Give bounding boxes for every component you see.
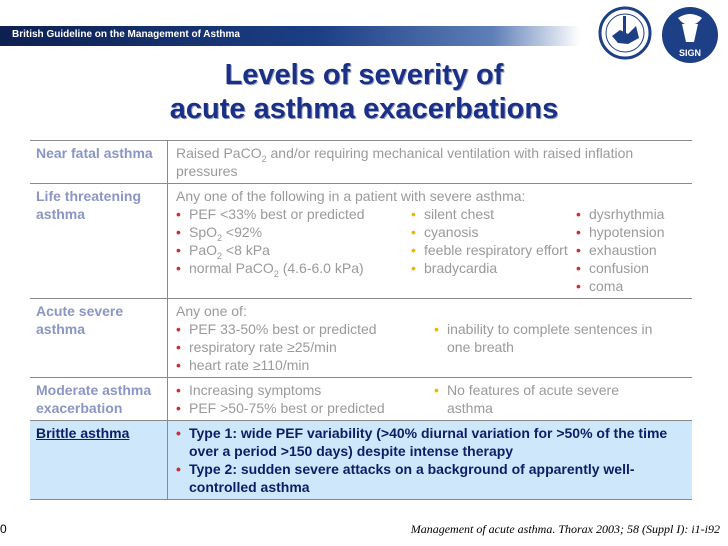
banner-text: British Guideline on the Management of Asthma bbox=[12, 29, 240, 40]
desc-acute-severe bbox=[168, 299, 693, 378]
moderate-col-2 bbox=[434, 381, 664, 417]
page-title bbox=[0, 58, 728, 126]
severity-table bbox=[30, 140, 692, 500]
sign-logo-icon bbox=[660, 6, 720, 64]
moderate-columns bbox=[176, 381, 686, 417]
list-item: • confusion bbox=[576, 259, 686, 277]
brittle-list bbox=[176, 424, 686, 496]
label-life-threatening: Life threatening asthma bbox=[30, 184, 168, 299]
header-bar bbox=[0, 0, 728, 58]
list-item: • PaO$_2$ <8 kPa bbox=[176, 241, 411, 259]
list-item: • feeble respiratory effort bbox=[411, 241, 576, 259]
row-brittle bbox=[30, 421, 692, 500]
near-fatal-sub: 2 bbox=[261, 153, 267, 164]
list-item: • Type 2: sudden severe attacks on a background of apparently well-controlled asthma bbox=[176, 460, 686, 496]
row-near-fatal bbox=[30, 141, 692, 184]
list-item: • heart rate ≥110/min bbox=[176, 356, 434, 374]
list-item: • No features of acute severe asthma bbox=[434, 381, 664, 417]
sign-logo-text: SIGN bbox=[678, 48, 702, 58]
list-item: • PEF <33% best or predicted bbox=[176, 205, 411, 223]
label-brittle: Brittle asthma bbox=[30, 421, 168, 500]
title-line-1: Levels of severity of bbox=[224, 59, 504, 91]
row-moderate bbox=[30, 378, 692, 421]
list-item: • PEF >50-75% best or predicted bbox=[176, 399, 434, 417]
near-fatal-text-b: and/or requiring mechanical ventilation with raised inflation pressures bbox=[176, 145, 634, 179]
list-item: • silent chest bbox=[411, 205, 576, 223]
acute-intro: Any one of: bbox=[176, 303, 247, 319]
list-item: • SpO$_2$ <92% bbox=[176, 223, 411, 241]
list-item: • dysrhythmia bbox=[576, 205, 686, 223]
moderate-col-1 bbox=[176, 381, 434, 417]
acute-col-1 bbox=[176, 320, 434, 374]
list-item: • Type 1: wide PEF variability (>40% diurnal variation for >50% of the time over a period >150 days) despite intense therapy bbox=[176, 424, 686, 460]
list-item: • inability to complete sentences in one breath bbox=[434, 320, 674, 356]
list-item: • Increasing symptoms bbox=[176, 381, 434, 399]
life-col-1 bbox=[176, 205, 411, 295]
title-line-2: acute asthma exacerbations bbox=[169, 93, 559, 125]
acute-col-2 bbox=[434, 320, 674, 374]
desc-brittle bbox=[168, 421, 693, 500]
guideline-banner bbox=[0, 26, 580, 46]
list-item: • exhaustion bbox=[576, 241, 686, 259]
list-item: • cyanosis bbox=[411, 223, 576, 241]
acute-columns bbox=[176, 320, 686, 374]
desc-moderate bbox=[168, 378, 693, 421]
list-item: • respiratory rate ≥25/min bbox=[176, 338, 434, 356]
bts-logo-icon bbox=[598, 6, 652, 60]
life-col-3 bbox=[576, 205, 686, 295]
list-item: • normal PaCO$_2$ (4.6-6.0 kPa) bbox=[176, 259, 411, 277]
life-intro: Any one of the following in a patient with severe asthma: bbox=[176, 188, 526, 204]
list-item: • bradycardia bbox=[411, 259, 576, 277]
page-number: 0 bbox=[0, 522, 7, 536]
list-item: • coma bbox=[576, 277, 686, 295]
label-moderate: Moderate asthma exacerbation bbox=[30, 378, 168, 421]
row-life-threatening bbox=[30, 184, 692, 299]
list-item: • PEF 33-50% best or predicted bbox=[176, 320, 434, 338]
life-columns bbox=[176, 205, 686, 295]
row-acute-severe bbox=[30, 299, 692, 378]
desc-near-fatal bbox=[168, 141, 693, 184]
label-acute-severe: Acute severe asthma bbox=[30, 299, 168, 378]
label-near-fatal: Near fatal asthma bbox=[30, 141, 168, 184]
list-item: • hypotension bbox=[576, 223, 686, 241]
near-fatal-text-a: Raised PaCO bbox=[176, 145, 262, 161]
life-col-2 bbox=[411, 205, 576, 295]
citation: Management of acute asthma. Thorax 2003; 58 (Suppl I): i1-i92 bbox=[410, 522, 720, 536]
desc-life-threatening bbox=[168, 184, 693, 299]
